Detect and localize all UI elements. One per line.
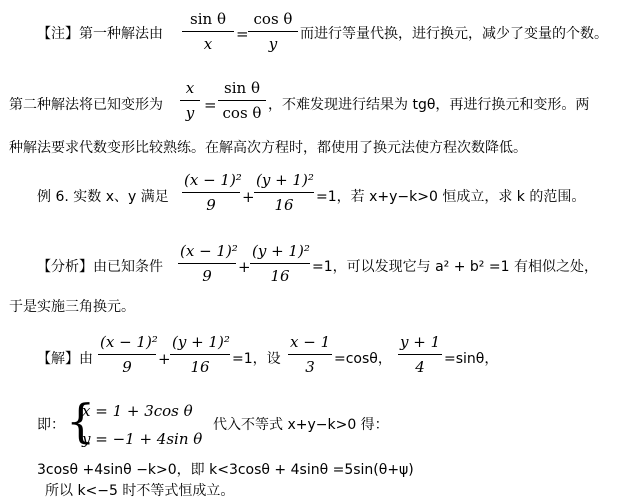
second-frac2-den: cos θ bbox=[222, 104, 262, 122]
note-frac1-den: x bbox=[203, 35, 213, 53]
second-frac1-den: y bbox=[185, 104, 195, 122]
analysis-suffix: =1，可以发现它与 a² + b² =1 有相似之处， bbox=[312, 259, 598, 275]
note-equals: = bbox=[236, 25, 249, 43]
analysis-fraction-1 bbox=[178, 242, 236, 285]
solution-frac2-num: (y + 1)² bbox=[172, 333, 230, 351]
analysis-frac1-den: 9 bbox=[202, 267, 212, 285]
solution-frac3-den: 3 bbox=[305, 358, 315, 376]
result-line1: 3cosθ +4sinθ −k>0，即 k<3cosθ + 4sinθ =5sin(θ+ψ) bbox=[37, 462, 414, 478]
left-brace: { bbox=[66, 394, 96, 448]
example-fraction-2 bbox=[254, 171, 314, 214]
fraction-bar bbox=[178, 263, 236, 264]
fraction-bar bbox=[250, 263, 310, 264]
analysis-fraction-2 bbox=[250, 242, 310, 285]
solution-suffix: =sinθ， bbox=[444, 351, 499, 367]
note-frac1-num: sin θ bbox=[190, 10, 226, 28]
example-prefix: 例 6. 实数 x、y 满足 bbox=[37, 189, 169, 205]
system-eq1: x = 1 + 3cos θ bbox=[82, 402, 193, 420]
note-prefix: 【注】第一种解法由 bbox=[37, 26, 163, 42]
second-suffix: ，不难发现进行结果为 tgθ，再进行换元和变形。两 bbox=[268, 97, 590, 113]
solution-fraction-2 bbox=[170, 333, 230, 376]
solution-prefix: 【解】由 bbox=[37, 351, 93, 367]
solution-frac3-num: x − 1 bbox=[290, 333, 331, 351]
example-suffix: =1，若 x+y−k>0 恒成立，求 k 的范围。 bbox=[316, 189, 586, 205]
example-frac2-num: (y + 1)² bbox=[256, 171, 314, 189]
analysis-prefix: 【分析】由已知条件 bbox=[37, 259, 163, 275]
second-frac2-num: sin θ bbox=[224, 79, 260, 97]
solution-plus: + bbox=[158, 350, 171, 368]
example-frac1-num: (x − 1)² bbox=[184, 171, 242, 189]
result-line2: 所以 k<−5 时不等式恒成立。 bbox=[45, 483, 235, 499]
fraction-bar bbox=[98, 354, 156, 355]
note-suffix: 而进行等量代换，进行换元，减少了变量的个数。 bbox=[300, 26, 608, 42]
fraction-bar bbox=[288, 354, 332, 355]
note-frac2-num: cos θ bbox=[253, 10, 293, 28]
fraction-bar bbox=[398, 354, 442, 355]
example-frac1-den: 9 bbox=[206, 196, 216, 214]
note-fraction-1 bbox=[182, 10, 234, 53]
analysis-frac2-den: 16 bbox=[270, 267, 290, 285]
solution-frac1-den: 9 bbox=[122, 358, 132, 376]
solution-mid: =1，设 bbox=[232, 351, 281, 367]
analysis-frac1-num: (x − 1)² bbox=[180, 242, 238, 260]
second-frac1-num: x bbox=[185, 79, 195, 97]
solution-frac1-num: (x − 1)² bbox=[100, 333, 158, 351]
system-label: 即： bbox=[37, 417, 65, 433]
solution-frac4-den: 4 bbox=[415, 358, 425, 376]
fraction-bar bbox=[170, 354, 230, 355]
system-eq2: y = −1 + 4sin θ bbox=[82, 430, 203, 448]
note-frac2-den: y bbox=[268, 35, 278, 53]
example-plus: + bbox=[242, 188, 255, 206]
system-after: 代入不等式 x+y−k>0 得： bbox=[213, 417, 389, 433]
analysis-plus: + bbox=[238, 258, 251, 276]
analysis-line2: 于是实施三角换元。 bbox=[9, 299, 135, 315]
example-fraction-1 bbox=[182, 171, 240, 214]
solution-fraction-1 bbox=[98, 333, 156, 376]
solution-fraction-3 bbox=[288, 333, 332, 376]
second-line2: 种解法要求代数变形比较熟练。在解高次方程时，都使用了换元法使方程次数降低。 bbox=[9, 140, 527, 156]
second-fraction-1 bbox=[180, 79, 200, 122]
second-prefix: 第二种解法将已知变形为 bbox=[9, 97, 163, 113]
note-fraction-2 bbox=[248, 10, 298, 53]
fraction-bar bbox=[182, 192, 240, 193]
solution-mid2: =cosθ， bbox=[334, 351, 392, 367]
fraction-bar bbox=[254, 192, 314, 193]
fraction-bar bbox=[218, 100, 266, 101]
second-fraction-2 bbox=[218, 79, 266, 122]
analysis-frac2-num: (y + 1)² bbox=[252, 242, 310, 260]
solution-frac2-den: 16 bbox=[190, 358, 210, 376]
fraction-bar bbox=[248, 31, 298, 32]
second-equals: = bbox=[204, 96, 217, 114]
fraction-bar bbox=[180, 100, 200, 101]
example-frac2-den: 16 bbox=[274, 196, 294, 214]
fraction-bar bbox=[182, 31, 234, 32]
solution-frac4-num: y + 1 bbox=[400, 333, 441, 351]
solution-fraction-4 bbox=[398, 333, 442, 376]
